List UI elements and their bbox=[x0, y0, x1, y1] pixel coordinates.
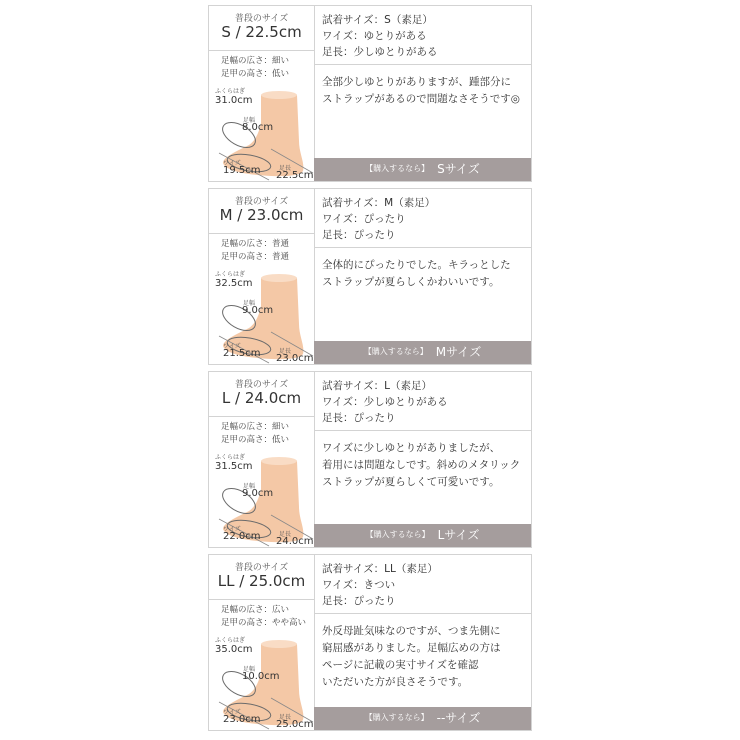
ankle-label: 足幅 bbox=[243, 483, 256, 490]
recommended-size-bar bbox=[314, 341, 531, 364]
usual-size-label: 普段のサイズ bbox=[234, 380, 289, 390]
usual-size-label: 普段のサイズ bbox=[234, 14, 289, 24]
comment-line: 全部少しゆとりがありますが、踵部分に bbox=[322, 76, 511, 88]
foot-traits bbox=[221, 604, 306, 630]
foot-measurements bbox=[209, 632, 314, 730]
fitting-result bbox=[314, 555, 531, 730]
recommended-size-bar bbox=[314, 707, 531, 730]
tried-size: 試着サイズ：LL（素足） bbox=[322, 563, 438, 575]
tried-size-box bbox=[314, 555, 531, 614]
length-label: 足長 bbox=[279, 348, 292, 355]
recommended-size-bar bbox=[314, 524, 531, 547]
calf-value: 32.5cm bbox=[215, 278, 253, 289]
usual-size-value: M / 23.0cm bbox=[219, 206, 304, 224]
calf-value: 31.0cm bbox=[215, 95, 253, 106]
tried-length-fit: 足長：ぴったり bbox=[322, 595, 396, 607]
comment-line: ストラップが夏らしくかわいいです。 bbox=[322, 276, 500, 288]
length-label: 足長 bbox=[279, 531, 292, 538]
width-label: ワイズ bbox=[223, 709, 241, 716]
tried-size: 試着サイズ：S（素足） bbox=[322, 14, 433, 26]
reviewer-profile bbox=[209, 6, 315, 181]
comment-line: ストラップが夏らしくて可愛いです。 bbox=[322, 476, 500, 488]
length-value: 25.0cm bbox=[276, 719, 314, 730]
calf-value: 35.0cm bbox=[215, 644, 253, 655]
width-value: 23.0cm bbox=[223, 714, 261, 725]
size-review-card bbox=[208, 5, 532, 182]
foot-width-trait: 足幅の広さ：普通 bbox=[221, 239, 290, 249]
tried-width-fit: ワイズ：きつい bbox=[322, 579, 396, 591]
calf-label: ふくらはぎ bbox=[215, 88, 246, 95]
length-label: 足長 bbox=[279, 714, 292, 721]
comment-line: ページに記載の実寸サイズを確認 bbox=[322, 659, 479, 671]
tried-size: 試着サイズ：M（素足） bbox=[322, 197, 436, 209]
tried-length-fit: 足長：少しゆとりがある bbox=[322, 46, 438, 58]
foot-traits bbox=[221, 421, 289, 447]
width-value: 21.5cm bbox=[223, 348, 261, 359]
review-comment bbox=[322, 257, 527, 291]
comment-line: ストラップがあるので問題なさそうです◎ bbox=[322, 93, 520, 105]
calf-label: ふくらはぎ bbox=[215, 637, 246, 644]
recommended-size-value: --サイズ bbox=[436, 711, 481, 725]
recommended-size-label: 【購入するなら】 bbox=[365, 530, 430, 539]
width-label: ワイズ bbox=[223, 526, 241, 533]
ankle-value: 9.0cm bbox=[242, 305, 274, 316]
tried-length-fit: 足長：ぴったり bbox=[322, 229, 396, 241]
usual-size-label: 普段のサイズ bbox=[234, 563, 289, 573]
instep-height-trait: 足甲の高さ：やや高い bbox=[221, 618, 307, 628]
review-comment bbox=[322, 440, 527, 491]
tried-width-fit: ワイズ：少しゆとりがある bbox=[322, 396, 448, 408]
calf-value: 31.5cm bbox=[215, 461, 253, 472]
foot-measurements bbox=[209, 449, 314, 547]
size-review-card bbox=[208, 188, 532, 365]
fitting-result bbox=[314, 189, 531, 364]
foot-width-trait: 足幅の広さ：細い bbox=[221, 422, 290, 432]
width-label: ワイズ bbox=[223, 343, 241, 350]
tried-size-box bbox=[314, 189, 531, 248]
recommended-size-label: 【購入するなら】 bbox=[363, 347, 428, 356]
comment-line: ワイズに少しゆとりがありましたが、 bbox=[322, 442, 501, 454]
fitting-result bbox=[314, 372, 531, 547]
calf-label: ふくらはぎ bbox=[215, 454, 246, 461]
usual-size-box bbox=[209, 372, 314, 417]
fitting-result bbox=[314, 6, 531, 181]
reviewer-profile bbox=[209, 555, 315, 730]
recommended-size-bar bbox=[314, 158, 531, 181]
calf-label: ふくらはぎ bbox=[215, 271, 246, 278]
usual-size-value: LL / 25.0cm bbox=[217, 572, 306, 590]
foot-width-trait: 足幅の広さ：細い bbox=[221, 56, 290, 66]
foot-measurements bbox=[209, 83, 314, 181]
ankle-value: 9.0cm bbox=[242, 488, 274, 499]
size-review-card bbox=[208, 371, 532, 548]
foot-width-trait: 足幅の広さ：広い bbox=[221, 605, 290, 615]
reviewer-profile bbox=[209, 189, 315, 364]
instep-height-trait: 足甲の高さ：低い bbox=[221, 435, 290, 445]
usual-size-box bbox=[209, 189, 314, 234]
tried-size-box bbox=[314, 372, 531, 431]
usual-size-box bbox=[209, 555, 314, 600]
tried-width-fit: ワイズ：ゆとりがある bbox=[322, 30, 427, 42]
width-value: 19.5cm bbox=[223, 165, 261, 176]
foot-traits bbox=[221, 55, 289, 81]
reviewer-profile bbox=[209, 372, 315, 547]
foot-measurements bbox=[209, 266, 314, 364]
ankle-label: 足幅 bbox=[243, 117, 256, 124]
width-label: ワイズ bbox=[223, 160, 241, 167]
ankle-label: 足幅 bbox=[243, 300, 256, 307]
comment-line: 着用には問題なしです。斜めのメタリック bbox=[322, 459, 521, 471]
width-value: 22.0cm bbox=[223, 531, 261, 542]
usual-size-box bbox=[209, 6, 314, 51]
tried-size: 試着サイズ：L（素足） bbox=[322, 380, 433, 392]
usual-size-value: S / 22.5cm bbox=[221, 23, 302, 41]
recommended-size-label: 【購入するなら】 bbox=[364, 713, 429, 722]
instep-height-trait: 足甲の高さ：低い bbox=[221, 69, 290, 79]
comment-line: いただいた方が良さそうです。 bbox=[322, 676, 469, 688]
ankle-value: 8.0cm bbox=[242, 122, 274, 133]
review-comment bbox=[322, 623, 527, 691]
comment-line: 窮屈感がありました。足幅広めの方は bbox=[322, 642, 501, 654]
recommended-size-value: Mサイズ bbox=[435, 345, 482, 359]
recommended-size-label: 【購入するなら】 bbox=[365, 164, 430, 173]
length-label: 足長 bbox=[279, 165, 292, 172]
tried-length-fit: 足長：ぴったり bbox=[322, 412, 396, 424]
comment-line: 外反母趾気味なのですが、つま先側に bbox=[322, 625, 501, 637]
ankle-label: 足幅 bbox=[243, 666, 256, 673]
usual-size-label: 普段のサイズ bbox=[234, 197, 289, 207]
recommended-size-value: Sサイズ bbox=[437, 162, 480, 176]
tried-width-fit: ワイズ：ぴったり bbox=[322, 213, 406, 225]
tried-size-box bbox=[314, 6, 531, 65]
ankle-value: 10.0cm bbox=[242, 671, 280, 682]
length-value: 24.0cm bbox=[276, 536, 314, 547]
length-value: 23.0cm bbox=[276, 353, 314, 364]
comment-line: 全体的にぴったりでした。キラっとした bbox=[322, 259, 511, 271]
size-review-card bbox=[208, 554, 532, 731]
review-comment bbox=[322, 74, 527, 108]
foot-traits bbox=[221, 238, 289, 264]
instep-height-trait: 足甲の高さ：普通 bbox=[221, 252, 290, 262]
recommended-size-value: Lサイズ bbox=[437, 528, 480, 542]
length-value: 22.5cm bbox=[276, 170, 314, 181]
usual-size-value: L / 24.0cm bbox=[221, 389, 302, 407]
